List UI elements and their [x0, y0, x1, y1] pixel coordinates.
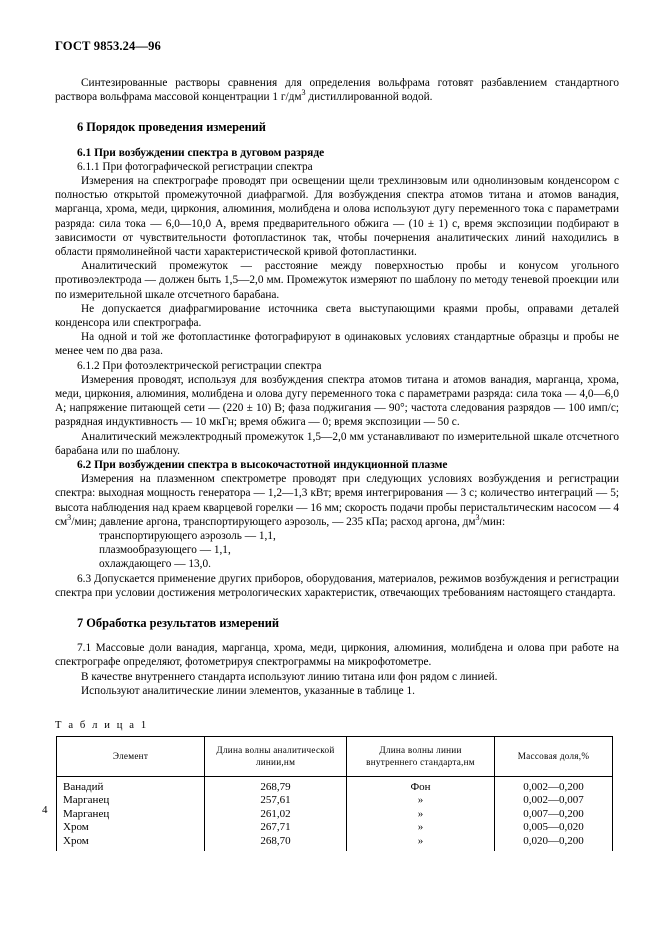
table-header-element: Элемент: [57, 737, 205, 777]
item-6-1-1: 6.1.1 При фотографической регистрации спектра: [77, 160, 313, 173]
plasma-text-part-b: /мин; давление аргона, транспортирующего аэрозоль, — 235 кПа; расход аргона, дм: [71, 515, 476, 528]
item-6-1-2: 6.1.2 При фотоэлектрической регистрации спектра: [77, 359, 322, 372]
paragraph-same-plate: На одной и той же фотопластинке фотографируют в одинаковых условиях стандартные образцы и пробы не менее чем по два раза.: [55, 331, 619, 358]
table-header-analytic-wavelength: Длина волны аналитической линии,нм: [205, 737, 347, 777]
table-row: [57, 808, 613, 821]
cell-element: Хром: [57, 821, 205, 834]
cell-analytic-wavelength: 267,71: [205, 821, 347, 834]
plasma-superscript-b: 3: [475, 513, 480, 523]
analytic-lines-table: [56, 736, 613, 851]
paragraph-interelectrode-gap: Аналитический межэлектродный промежуток 1,5—2,0 мм устанавливают по измерительной шкале отсчетного барабана или по шаблону.: [55, 430, 619, 457]
cell-analytic-wavelength: 268,79: [205, 776, 347, 794]
argon-flow-item-aerosol: транспортирующего аэрозоль — 1,1,: [99, 530, 276, 542]
section-6-1-heading: 6.1 При возбуждении спектра в дуговом разряде: [77, 146, 325, 159]
cell-internal-standard: »: [347, 835, 495, 851]
cell-mass-fraction: 0,007—0,200: [495, 808, 613, 821]
item-7-1: 7.1 Массовые доли ванадия, марганца, хрома, меди, циркония, алюминия, молибдена и олова при работе на спектрографе определяют, фотометрируя спектрограммы на микрофотометре.: [55, 642, 619, 669]
table-header-row: [57, 737, 613, 777]
table-header-mass-fraction: Массовая доля,%: [495, 737, 613, 777]
cell-mass-fraction: 0,005—0,020: [495, 821, 613, 834]
plasma-text-part-a: Измерения на плазменном спектрометре проводят при следующих условиях возбуждения и регистрации спектра: выходная мощность генератора — 1,2—1,3 кВт; время интегрирования — 3 с; количество интеграций — 5; высота наблюдения над краем кварцевой горелки — 16 мм; скорость подачи пробы перистальтическим насосом — 4 см: [55, 473, 619, 528]
cell-analytic-wavelength: 257,61: [205, 794, 347, 807]
section-6-2-heading: 6.2 При возбуждении спектра в высокочастотной индукционной плазме: [77, 458, 448, 471]
cell-internal-standard: »: [347, 808, 495, 821]
section-7-heading: 7 Обработка результатов измерений: [77, 616, 280, 631]
table-row: [57, 776, 613, 794]
item-6-3: 6.3 Допускается применение других приборов, оборудования, материалов, режимов возбуждения и регистрации спектра при условии достижения метрологических характеристик, отвечающих требованиям настоящего стандарта.: [55, 572, 619, 599]
paragraph-analytic-gap: Аналитический промежуток — расстояние между поверхностью пробы и конусом угольного противоэлектрода — должен быть 1,5—2,0 мм. Промежуток измеряют по шаблону по методу теневой проекции или по измерительной шкале отсчетного барабана.: [55, 260, 619, 301]
cell-internal-standard: »: [347, 821, 495, 834]
cell-mass-fraction: 0,020—0,200: [495, 835, 613, 851]
paragraph-6-2-body: [55, 472, 619, 529]
page-number: 4: [42, 804, 48, 816]
intro-superscript: 3: [301, 88, 306, 98]
cell-mass-fraction: 0,002—0,007: [495, 794, 613, 807]
cell-analytic-wavelength: 268,70: [205, 835, 347, 851]
argon-flow-item-plasma: плазмообразующего — 1,1,: [99, 544, 231, 557]
cell-internal-standard: Фон: [347, 776, 495, 794]
standard-number-header: ГОСТ 9853.24—96: [55, 39, 161, 53]
table-header-internal-standard-wavelength: Длина волны линии внутреннего стандарта,нм: [347, 737, 495, 777]
cell-internal-standard: »: [347, 794, 495, 807]
paragraph-6-1-2-body: Измерения проводят, используя для возбуждения спектра атомов титана и атомов ванадия, марганца, хрома, меди, циркония, алюминия, молибдена и олова дугу переменного тока с параметрами разряда: сила тока — 4,0—6,0 А; напряжение питающей сети — (220 ± 10) В; фаза поджигания — 90°; частота следования разрядов — 100 имп/с; разрядная индуктивность — 10 мкГн; время обжига — 0; время экспозиции — 50 с.: [55, 373, 619, 429]
paragraph-no-diaphragm: Не допускается диафрагмирование источника света выступающими краями пробы, оправами деталей конденсора или спектрографа.: [55, 302, 619, 329]
intro-text-part-b: дистиллированной водой.: [305, 91, 433, 104]
paragraph-6-1-1-body: Измерения на спектрографе проводят при освещении щели трехлинзовым или однолинзовым конденсором с полностью открытой промежуточной диафрагмой. Для возбуждения спектра атомов титана и атомов ванадия, марганца, хрома, меди, циркония, алюминия, молибдена и олова используют дугу переменного тока с параметрами разряда: сила тока — 6,0—10,0 А, время предварительного обжига — (10 ± 1) с, время экспозиции подбирают в зависимости от чувствительности фотопластинок так, чтобы почернения аналитических линий находились в области прямолинейной части характеристической кривой фотопластинки.: [55, 174, 619, 258]
paragraph-internal-standard: В качестве внутреннего стандарта используют линию титана или фон рядом с линией.: [81, 670, 498, 683]
table-row: [57, 794, 613, 807]
cell-mass-fraction: 0,002—0,200: [495, 776, 613, 794]
intro-text-part-a: Синтезированные растворы сравнения для определения вольфрама готовят разбавлением стандартного раствора вольфрама массовой концентрации 1 г/дм: [55, 76, 619, 104]
plasma-text-part-c: /мин:: [479, 515, 506, 528]
cell-element: Марганец: [57, 794, 205, 807]
cell-element: Хром: [57, 835, 205, 851]
cell-analytic-wavelength: 261,02: [205, 808, 347, 821]
table-caption: Т а б л и ц а 1: [55, 720, 149, 732]
plasma-superscript-a: 3: [67, 513, 72, 523]
argon-flow-item-cooling: охлаждающего — 13,0.: [99, 558, 211, 571]
table-row: [57, 821, 613, 834]
table-row: [57, 835, 613, 851]
section-6-heading: 6 Порядок проведения измерений: [77, 120, 266, 135]
paragraph-analytic-lines: Используют аналитические линии элементов, указанные в таблице 1.: [81, 684, 415, 697]
intro-paragraph: [55, 76, 619, 104]
cell-element: Ванадий: [57, 776, 205, 794]
cell-element: Марганец: [57, 808, 205, 821]
